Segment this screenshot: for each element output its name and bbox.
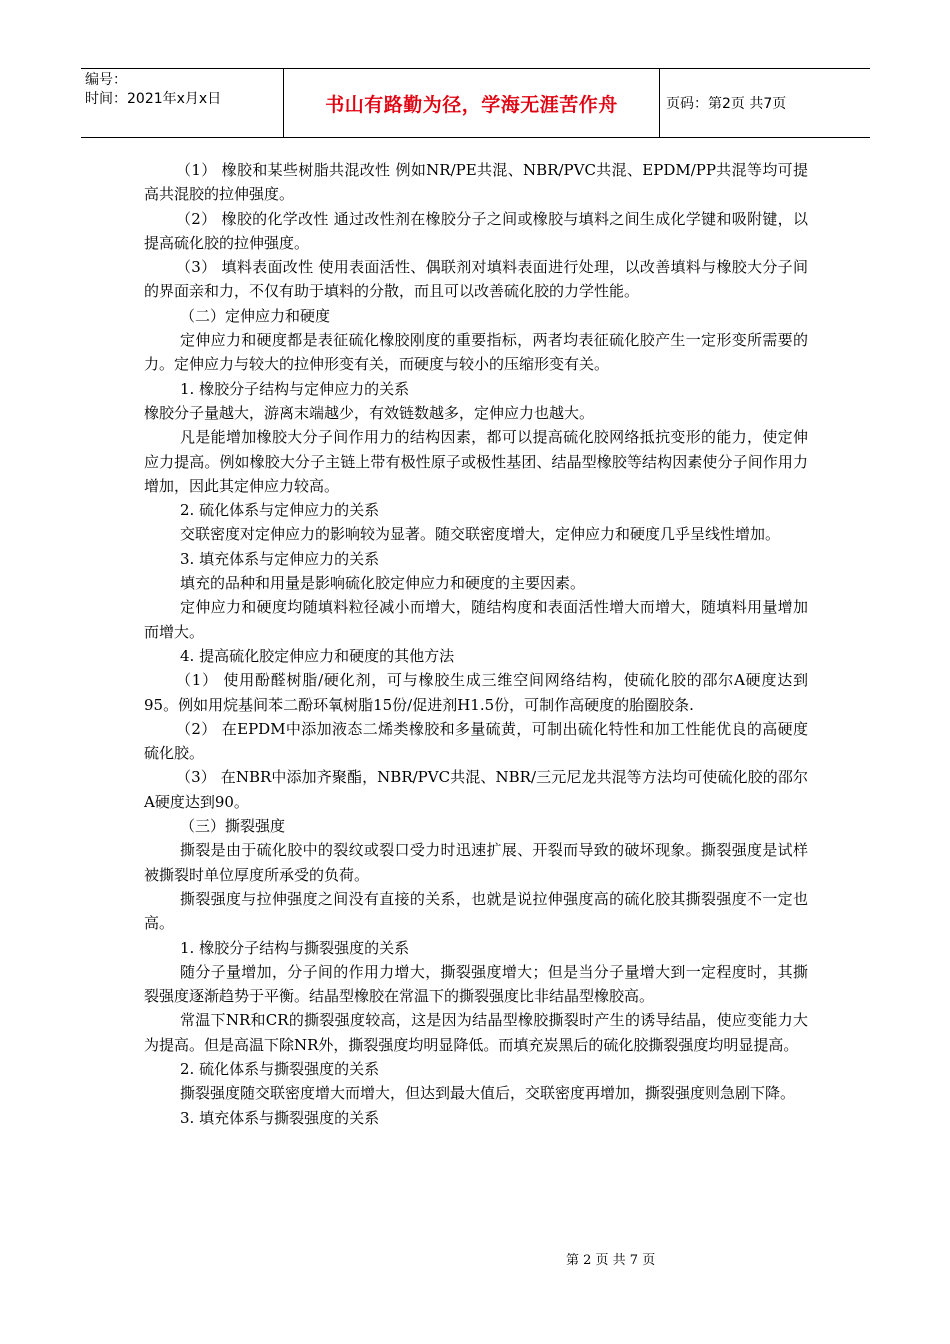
- header-motto: 书山有路勤为径，学海无涯苦作舟: [284, 69, 660, 137]
- paragraph: 1. 橡胶分子结构与定伸应力的关系: [180, 379, 410, 398]
- page-header: [81, 68, 870, 138]
- paragraph: 填充的品种和用量是影响硫化胶定伸应力和硬度的主要因素。: [180, 574, 586, 593]
- footer-page-number: 第 2 页 共 7 页: [566, 1253, 656, 1268]
- paragraph: 撕裂强度与拉伸强度之间没有直接的关系，也就是说拉伸强度高的硫化胶其撕裂强度不一定也高。: [144, 889, 808, 933]
- paragraph: 交联密度对定伸应力的影响较为显著。随交联密度增大，定伸应力和硬度几乎呈线性增加。: [180, 525, 781, 544]
- paragraph: 随分子量增加，分子间的作用力增大，撕裂强度增大；但是当分子量增大到一定程度时，其撕裂强度逐渐趋势于平衡。结晶型橡胶在常温下的撕裂强度比非结晶型橡胶高。: [144, 962, 808, 1006]
- paragraph: 常温下NR和CR的撕裂强度较高，这是因为结晶型橡胶撕裂时产生的诱导结晶，使应变能力大为提高。但是高温下除NR外，撕裂强度均明显降低。而填充炭黑后的硫化胶撕裂强度均明显提高。: [144, 1011, 808, 1054]
- paragraph: 2. 硫化体系与定伸应力的关系: [180, 501, 380, 520]
- header-meta: [81, 69, 284, 137]
- paragraph: （1） 橡胶和某些树脂共混改性 例如NR/PE共混、NBR/PVC共混、EPDM/PP共混等均可提高共混胶的拉伸强度。: [144, 161, 808, 204]
- paragraph: （1） 使用酚醛树脂/硬化剂，可与橡胶生成三维空间网络结构，使硫化胶的邵尔A硬度达到95。例如用烷基间苯二酚环氧树脂15份/促进剂H1.5份，可制作高硬度的胎圈胶条.: [144, 671, 808, 714]
- paragraph: 凡是能增加橡胶大分子间作用力的结构因素，都可以提高硫化胶网络抵抗变形的能力，使定伸应力提高。例如橡胶大分子主链上带有极性原子或极性基团、结晶型橡胶等结构因素使分子间作用力增加，因此其定伸应力较高。: [144, 428, 808, 495]
- paragraph: （2） 在EPDM中添加液态二烯类橡胶和多量硫黄，可制出硫化特性和加工性能优良的高硬度硫化胶。: [144, 719, 808, 763]
- header-page-info: 页码：第2页 共7页: [666, 96, 787, 112]
- document-body: [144, 158, 808, 1130]
- paragraph: （3） 填料表面改性 使用表面活性、偶联剂对填料表面进行处理，以改善填料与橡胶大分子间的界面亲和力，不仅有助于填料的分散，而且可以改善硫化胶的力学性能。: [144, 258, 808, 301]
- paragraph: 3. 填充体系与撕裂强度的关系: [180, 1108, 380, 1127]
- paragraph: （2） 橡胶的化学改性 通过改性剂在橡胶分子之间或橡胶与填料之间生成化学键和吸附键，以提高硫化胶的拉伸强度。: [144, 209, 808, 252]
- paragraph: 橡胶分子量越大，游离末端越少，有效链数越多，定伸应力也越大。: [144, 403, 595, 422]
- paragraph: 定伸应力和硬度都是表征硫化橡胶刚度的重要指标，两者均表征硫化胶产生一定形变所需要的力。定伸应力与较大的拉伸形变有关，而硬度与较小的压缩形变有关。: [144, 331, 808, 374]
- paragraph: （3） 在NBR中添加齐聚酯，NBR/PVC共混、NBR/三元尼龙共混等方法均可使硫化胶的邵尔A硬度达到90。: [144, 768, 808, 811]
- document-number-label: 编号：: [85, 72, 127, 88]
- paragraph: 撕裂是由于硫化胶中的裂纹或裂口受力时迅速扩展、开裂而导致的破坏现象。撕裂强度是试样被撕裂时单位厚度所承受的负荷。: [144, 841, 808, 884]
- paragraph: 撕裂强度随交联密度增大而增大，但达到最大值后，交联密度再增加，撕裂强度则急剧下降。: [180, 1084, 796, 1103]
- paragraph: 4. 提高硫化胶定伸应力和硬度的其他方法: [180, 646, 455, 665]
- paragraph: 1. 橡胶分子结构与撕裂强度的关系: [180, 938, 410, 957]
- paragraph: （二）定伸应力和硬度: [180, 306, 331, 325]
- paragraph: 定伸应力和硬度均随填料粒径减小而增大，随结构度和表面活性增大而增大，随填料用量增加而增大。: [144, 598, 808, 641]
- paragraph: （三）撕裂强度: [180, 817, 286, 836]
- paragraph: 2. 硫化体系与撕裂强度的关系: [180, 1059, 380, 1078]
- paragraph: 3. 填充体系与定伸应力的关系: [180, 549, 380, 568]
- document-date-label: 时间：2021年x月x日: [85, 91, 222, 107]
